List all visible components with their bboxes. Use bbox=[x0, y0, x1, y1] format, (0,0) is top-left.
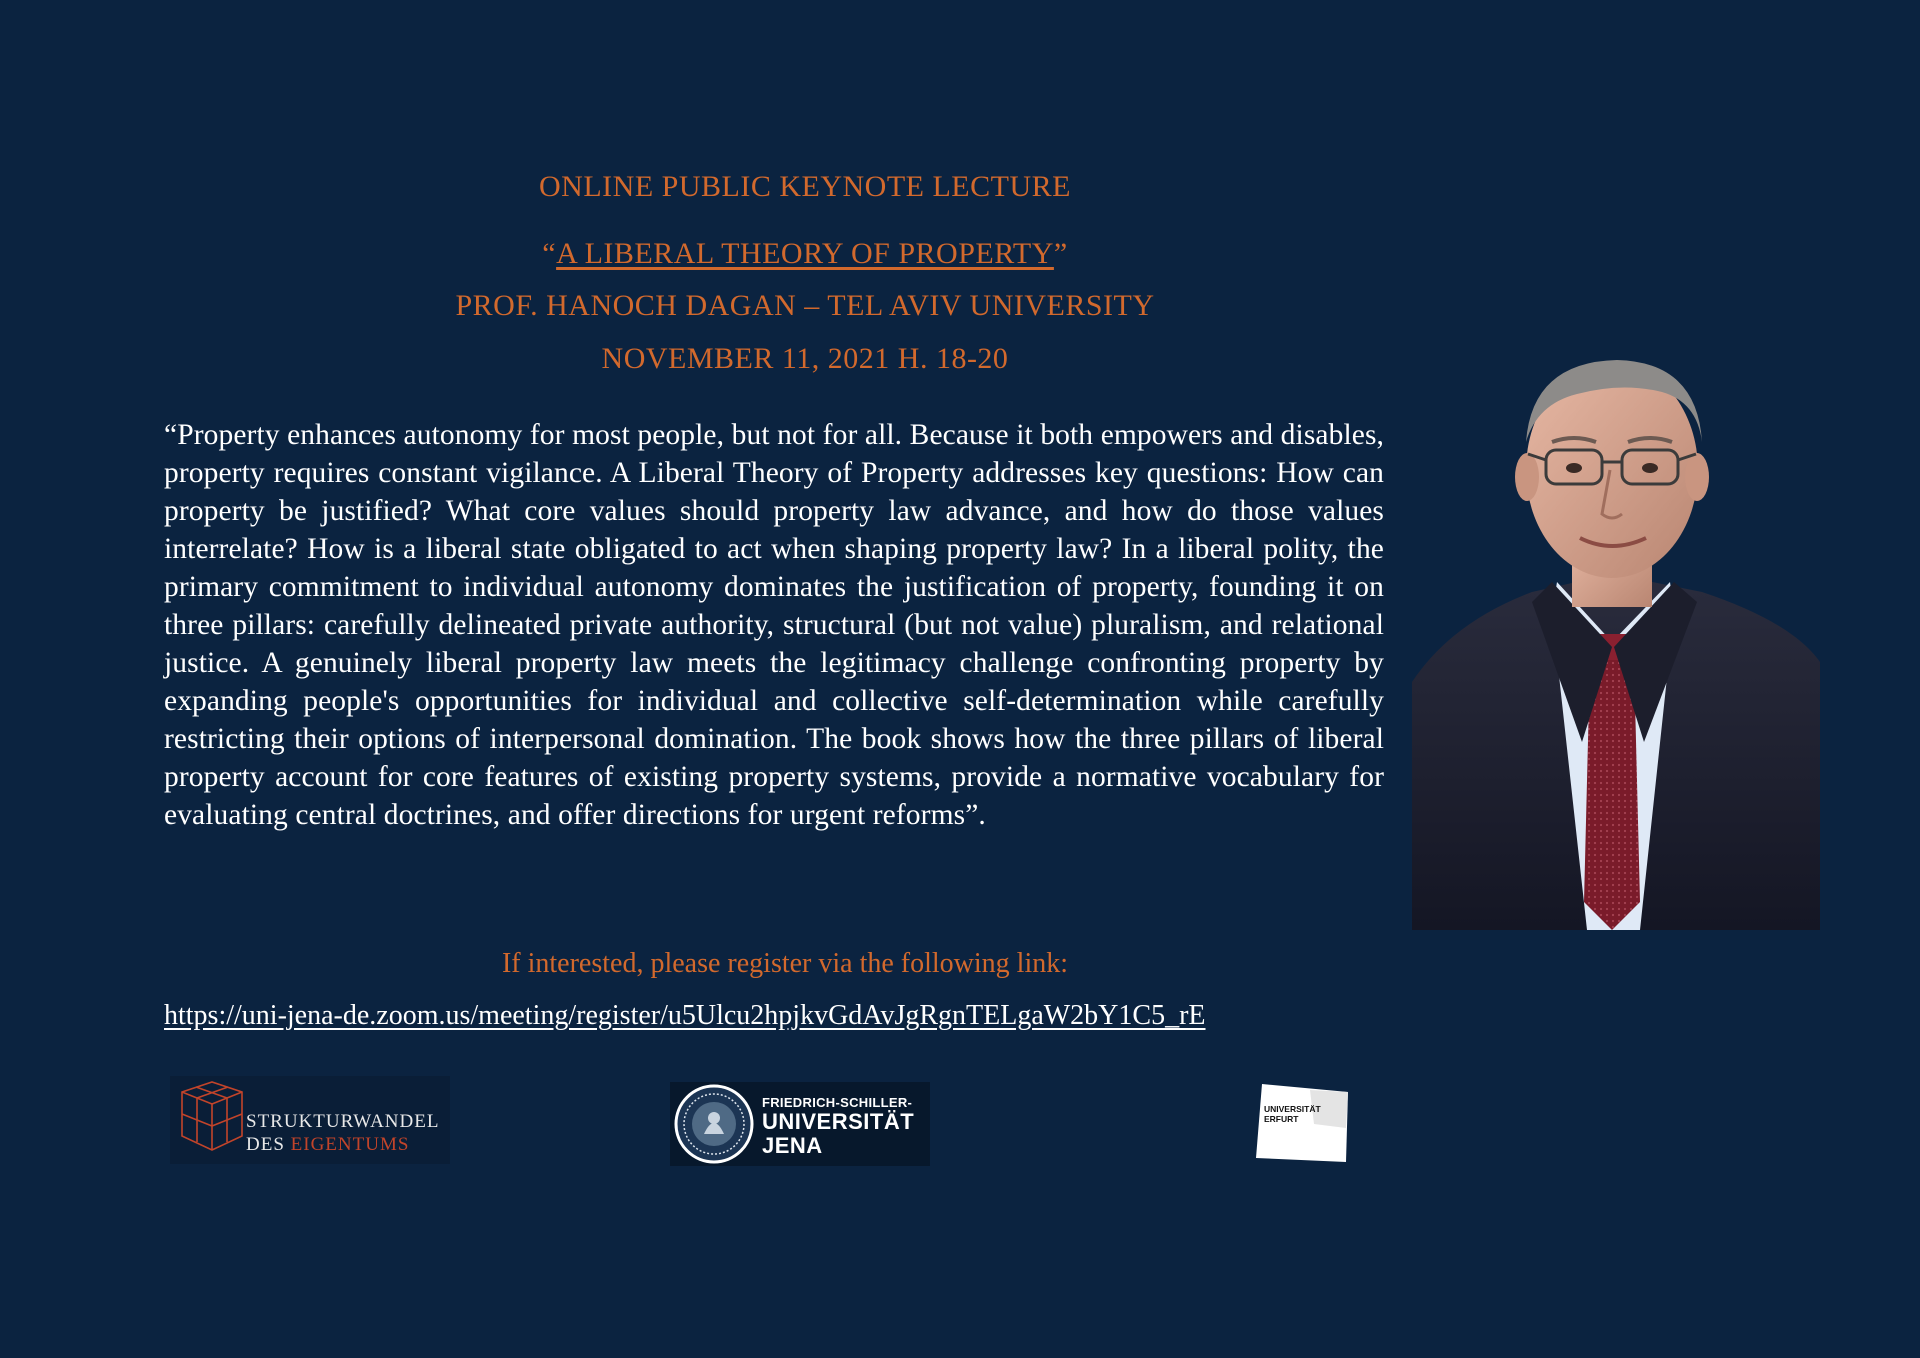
speaker-portrait-graphic bbox=[1412, 342, 1820, 930]
title-close-quote: ” bbox=[1053, 237, 1068, 270]
event-type-heading: ONLINE PUBLIC KEYNOTE LECTURE bbox=[539, 170, 1071, 203]
jena-line-2: UNIVERSITÄT bbox=[762, 1109, 915, 1134]
erfurt-line-1: UNIVERSITÄT bbox=[1264, 1104, 1321, 1114]
jena-university-logo bbox=[670, 1082, 930, 1166]
erfurt-university-logo bbox=[1250, 1078, 1356, 1168]
title-open-quote: “ bbox=[542, 237, 557, 270]
jena-line-1: FRIEDRICH-SCHILLER- bbox=[762, 1095, 913, 1110]
date-time: NOVEMBER 11, 2021 H. 18-20 bbox=[601, 342, 1009, 375]
register-prompt: If interested, please register via the following link: bbox=[501, 948, 1069, 979]
struktur-line-2 bbox=[246, 1134, 409, 1156]
struktur-line-2-des: DES bbox=[246, 1134, 291, 1155]
struktur-line-1: STRUKTURWANDEL bbox=[246, 1111, 440, 1132]
speaker-portrait bbox=[1412, 342, 1820, 930]
struktur-line-2-eigentums: EIGENTUMS bbox=[290, 1134, 410, 1155]
speaker-line: PROF. HANOCH DAGAN – TEL AVIV UNIVERSITY bbox=[455, 289, 1155, 322]
cube-logo-icon bbox=[176, 1078, 256, 1166]
jena-line-3: JENA bbox=[762, 1133, 823, 1158]
lecture-title-link[interactable]: A LIBERAL THEORY OF PROPERTY bbox=[556, 237, 1054, 270]
registration-link[interactable]: https://uni-jena-de.zoom.us/meeting/register/u5Ulcu2hpjkvGdAvJgRgnTELgaW2bY1C5_rE bbox=[164, 1000, 1206, 1031]
university-seal-icon bbox=[672, 1082, 756, 1166]
abstract-text: “Property enhances autonomy for most people, but not for all. Because it both empowers and disables, property requires constant vigilance. A Liberal Theory of Property addresses key questions: How can property be justified? What core values should property law advance, and how do those values interrelate? How is a liberal state obligated to act when shaping property law? In a liberal polity, the primary commitment to individual autonomy dominates the justification of property, founding it on three pillars: carefully delineated private authority, structural (but not value) pluralism, and relational justice. A genuinely liberal property law meets the legitimacy challenge confronting property by expanding people's opportunities for individual and collective self-determination while carefully restricting their options of interpersonal domination. The book shows how the three pillars of liberal property account for core features of existing property systems, provide a normative vocabulary for evaluating central doctrines, and offer directions for urgent reforms”. bbox=[164, 419, 1384, 831]
lecture-title bbox=[0, 237, 1610, 271]
strukturwandel-logo bbox=[170, 1076, 450, 1164]
erfurt-line-2: ERFURT bbox=[1264, 1114, 1299, 1124]
